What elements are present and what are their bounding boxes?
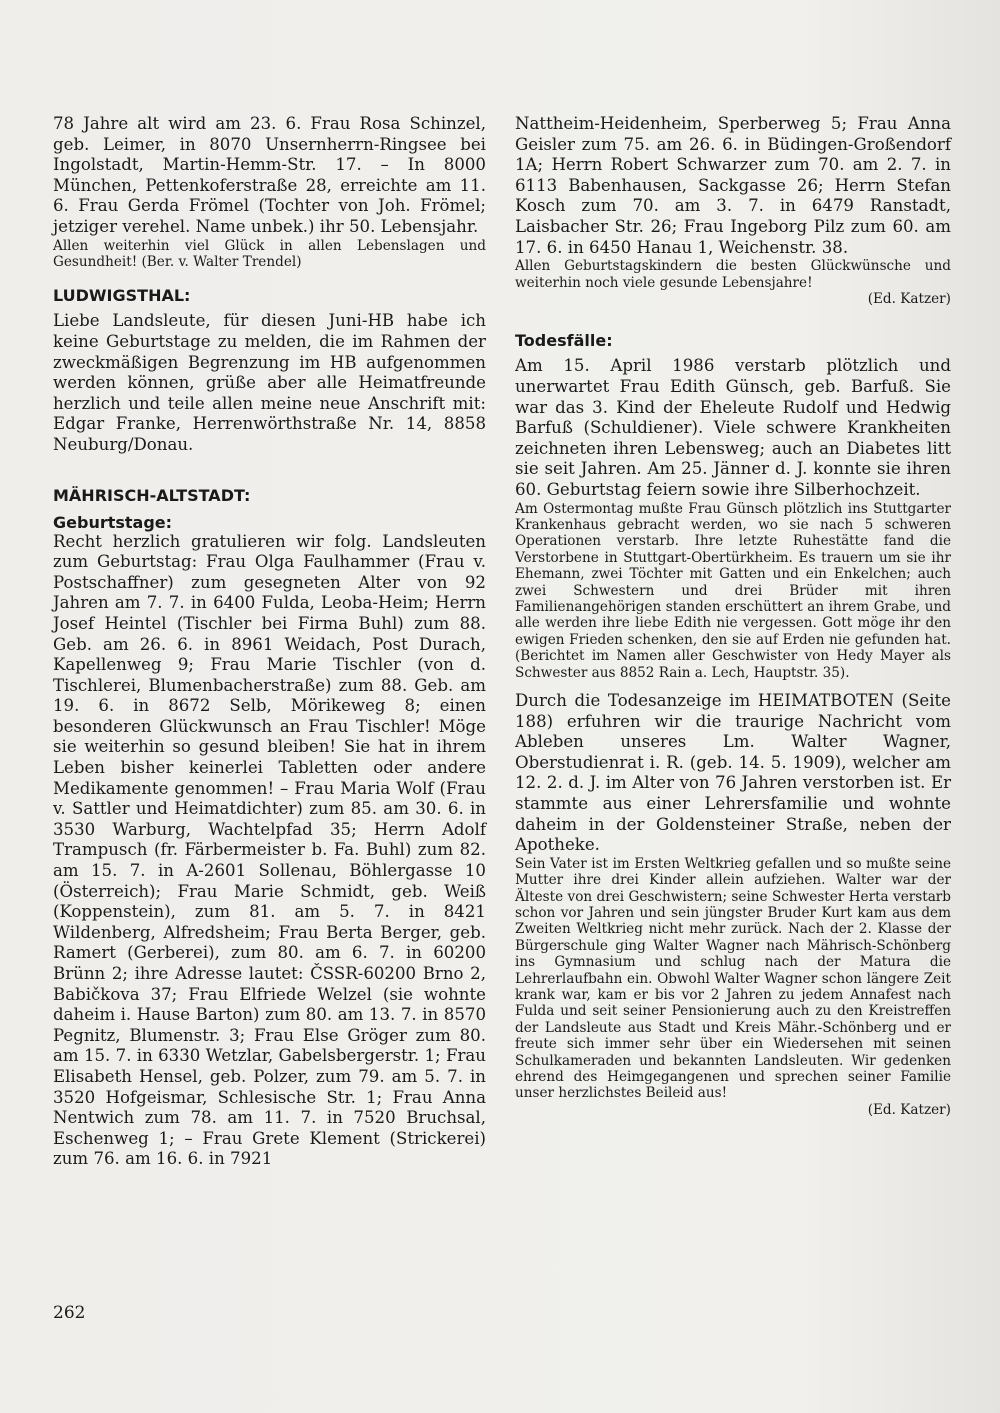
section-heading-todesfaelle: Todesfälle: bbox=[515, 331, 613, 351]
page-number: 262 bbox=[53, 1303, 86, 1323]
left-column bbox=[53, 114, 486, 1170]
obituary-wagner-details: Sein Vater ist im Ersten Weltkrieg gefallen und so mußte seine Mutter ihre drei Kinder allein aufziehen. Walter war der Älteste von drei Geschwistern; seine Schwester Herta verstarb schon vor Jahren und sein jüngster Bruder Kurt kam aus dem Zweiten Weltkrieg nicht mehr zurück. Nach der 2. Klasse der Bürgerschule ging Walter Wagner nach Mährisch-Schönberg ins Gymnasium und schlug nach der Matura die Lehrerlaufbahn ein. Obwohl Walter Wagner schon längere Zeit krank war, kam er bis vor 2 Jahren zu jedem Annafest nach Fulda und seit seiner Pensionierung auch zu den Kreistreffen der Landsleute aus Stadt und Kreis Mähr.-Schönberg und er freute sich immer sehr über ein Wiedersehen mit seinen Schulkameraden und bekannten Landsleuten. Wir gedenken ehrend des Heimgegangenen und sprechen seiner Familie unser herzlichstes Beileid aus! bbox=[515, 855, 951, 1102]
birthday-closing-note: Allen Geburtstagskindern die besten Glückwünsche und weiterhin noch viele gesunde Lebensjahre! bbox=[515, 258, 951, 291]
section-heading-ludwigsthal: LUDWIGSTHAL: bbox=[53, 286, 191, 306]
obituary-guensch-details: Am Ostermontag mußte Frau Günsch plötzlich ins Stuttgarter Krankenhaus gebracht werden, wo sie nach 5 schweren Operationen verstarb. Ihre letzte Ruhestätte fand die Verstorbene in Stuttgart-Obertürkheim. Es trauern um sie ihr Ehemann, zwei Töchter mit Gatten und ein Enkelchen; auch zwei Schwestern und drei Brüder mit ihren Familienangehörigen standen erschüttert an ihrem Grabe, und alle werden ihre liebe Edith nie vergessen. Gott möge ihr den ewigen Frieden schenken, den sie auf Erden nie gefunden hat. (Berichtet im Namen aller Geschwister von Hedy Mayer als Schwester aus 8852 Rain a. Lech, Hauptstr. 35). bbox=[515, 500, 951, 681]
subheading-geburtstage: Geburtstage: bbox=[53, 512, 173, 532]
birthday-wishes-note: Allen weiterhin viel Glück in allen Lebenslagen und Gesundheit! (Ber. v. Walter Trendel) bbox=[53, 237, 486, 270]
obituary-wagner-text: Durch die Todesanzeige im HEIMATBOTEN (Seite 188) erfuhren wir die traurige Nachricht vom Ableben unseres Lm. Walter Wagner, Oberstudienrat i. R. (geb. 14. 5. 1909), welcher am 12. 2. d. J. im Alter von 76 Jahren verstorben ist. Er stammte aus einer Lehrersfamilie und wohnte daheim in der Goldensteiner Straße, neben der Apotheke. bbox=[515, 691, 951, 855]
geburtstage-text: Recht herzlich gratulieren wir folg. Landsleuten zum Geburtstag: Frau Olga Faulhammer (Frau v. Postschaffner) zum gesegneten Alter von 92 Jahren am 7. 7. in 6400 Fulda, Leoba-Heim; Herrn Josef Heintel (Tischler bei Firma Buhl) zum 88. Geb. am 26. 6. in 8961 Weidach, Post Durach, Kapellenweg 9; Frau Marie Tischler (von d. Tischlerei, Blumenbacherstraße) zum 88. Geb. am 19. 6. in 8672 Selb, Mörikeweg 8; einen besonderen Glückwunsch an Frau Tischler! Möge sie weiterhin so gesund bleiben! Sie hat in ihrem Leben bisher keinerlei Tabletten oder andere Medikamente genommen! – Frau Maria Wolf (Frau v. Sattler und Heimatdichter) zum 85. am 30. 6. in 3530 Warburg, Wachtelpfad 35; Herrn Adolf Trampusch (fr. Färbermeister b. Fa. Buhl) zum 82. am 15. 7. in A-2601 Sollenau, Böhlergasse 10 (Österreich); Frau Marie Schmidt, geb. Weiß (Koppenstein), zum 81. am 5. 7. in 8421 Wildenberg, Alfredsheim; Frau Berta Berger, geb. Ramert (Gerberei), zum 80. am 6. 7. in 60200 Brünn 2; ihre Adresse lautet: ČSSR-60200 Brno 2, Babičkova 37; Frau Elfriede Welzel (sie wohnte daheim i. Hause Barton) zum 80. am 13. 7. in 8570 Pegnitz, Blumenstr. 3; Frau Else Gröger zum 80. am 15. 7. in 6330 Wetzlar, Gabelsbergerstr. 1; Frau Elisabeth Hensel, geb. Polzer, zum 79. am 5. 7. in 3520 Hofgeismar, Schlesische Str. 1; Frau Anna Nentwich zum 78. am 11. 7. in 7520 Bruchsal, Eschenweg 1; – Frau Grete Klement (Strickerei) zum 76. am 16. 6. in 7921 bbox=[53, 531, 486, 1169]
ludwigsthal-text: Liebe Landsleute, für diesen Juni-HB habe ich keine Geburtstage zu melden, die im Rahmen der zweckmäßigen Begrenzung im HB aufgenommen werden können, grüße aber alle Heimatfreunde herzlich und teile allen meine neue Anschrift mit: Edgar Franke, Herrenwörthstraße Nr. 14, 8858 Neuburg/Donau. bbox=[53, 311, 486, 454]
author-signature: (Ed. Katzer) bbox=[867, 290, 951, 307]
section-heading-maehrisch-altstadt: MÄHRISCH-ALTSTADT: bbox=[53, 485, 251, 505]
birthday-continuation-text: Nattheim-Heidenheim, Sperberweg 5; Frau Anna Geisler zum 75. am 26. 6. in Büdingen-Großendorf 1A; Herrn Robert Schwarzer zum 70. am 2. 7. in 6113 Babenhausen, Sackgasse 26; Herrn Stefan Kosch zum 70. am 3. 7. in 6479 Ranstadt, Laisbacher Str. 26; Frau Ingeborg Pilz zum 60. am 17. 6. in 6450 Hanau 1, Weichenstr. 38. bbox=[515, 114, 951, 257]
right-column bbox=[515, 114, 951, 1118]
author-signature: (Ed. Katzer) bbox=[867, 1101, 951, 1118]
birthday-intro-text: 78 Jahre alt wird am 23. 6. Frau Rosa Schinzel, geb. Leimer, in 8070 Unsernherrn-Ringsee bei Ingolstadt, Martin-Hemm-Str. 17. – In 8000 München, Pettenkoferstraße 28, erreichte am 11. 6. Frau Gerda Frömel (Tochter von Joh. Frömel; jetziger verehel. Name unbek.) ihr 50. Lebensjahr. bbox=[53, 114, 486, 236]
obituary-guensch-text: Am 15. April 1986 verstarb plötzlich und unerwartet Frau Edith Günsch, geb. Barfuß. Sie war das 3. Kind der Eheleute Rudolf und Hedwig Barfuß (Schuldiener). Viele schwere Krankheiten zeichneten ihren Lebensweg; auch an Diabetes litt sie seit Jahren. Am 25. Jänner d. J. konnte sie ihren 60. Geburtstag feiern sowie ihre Silberhochzeit. bbox=[515, 356, 951, 499]
